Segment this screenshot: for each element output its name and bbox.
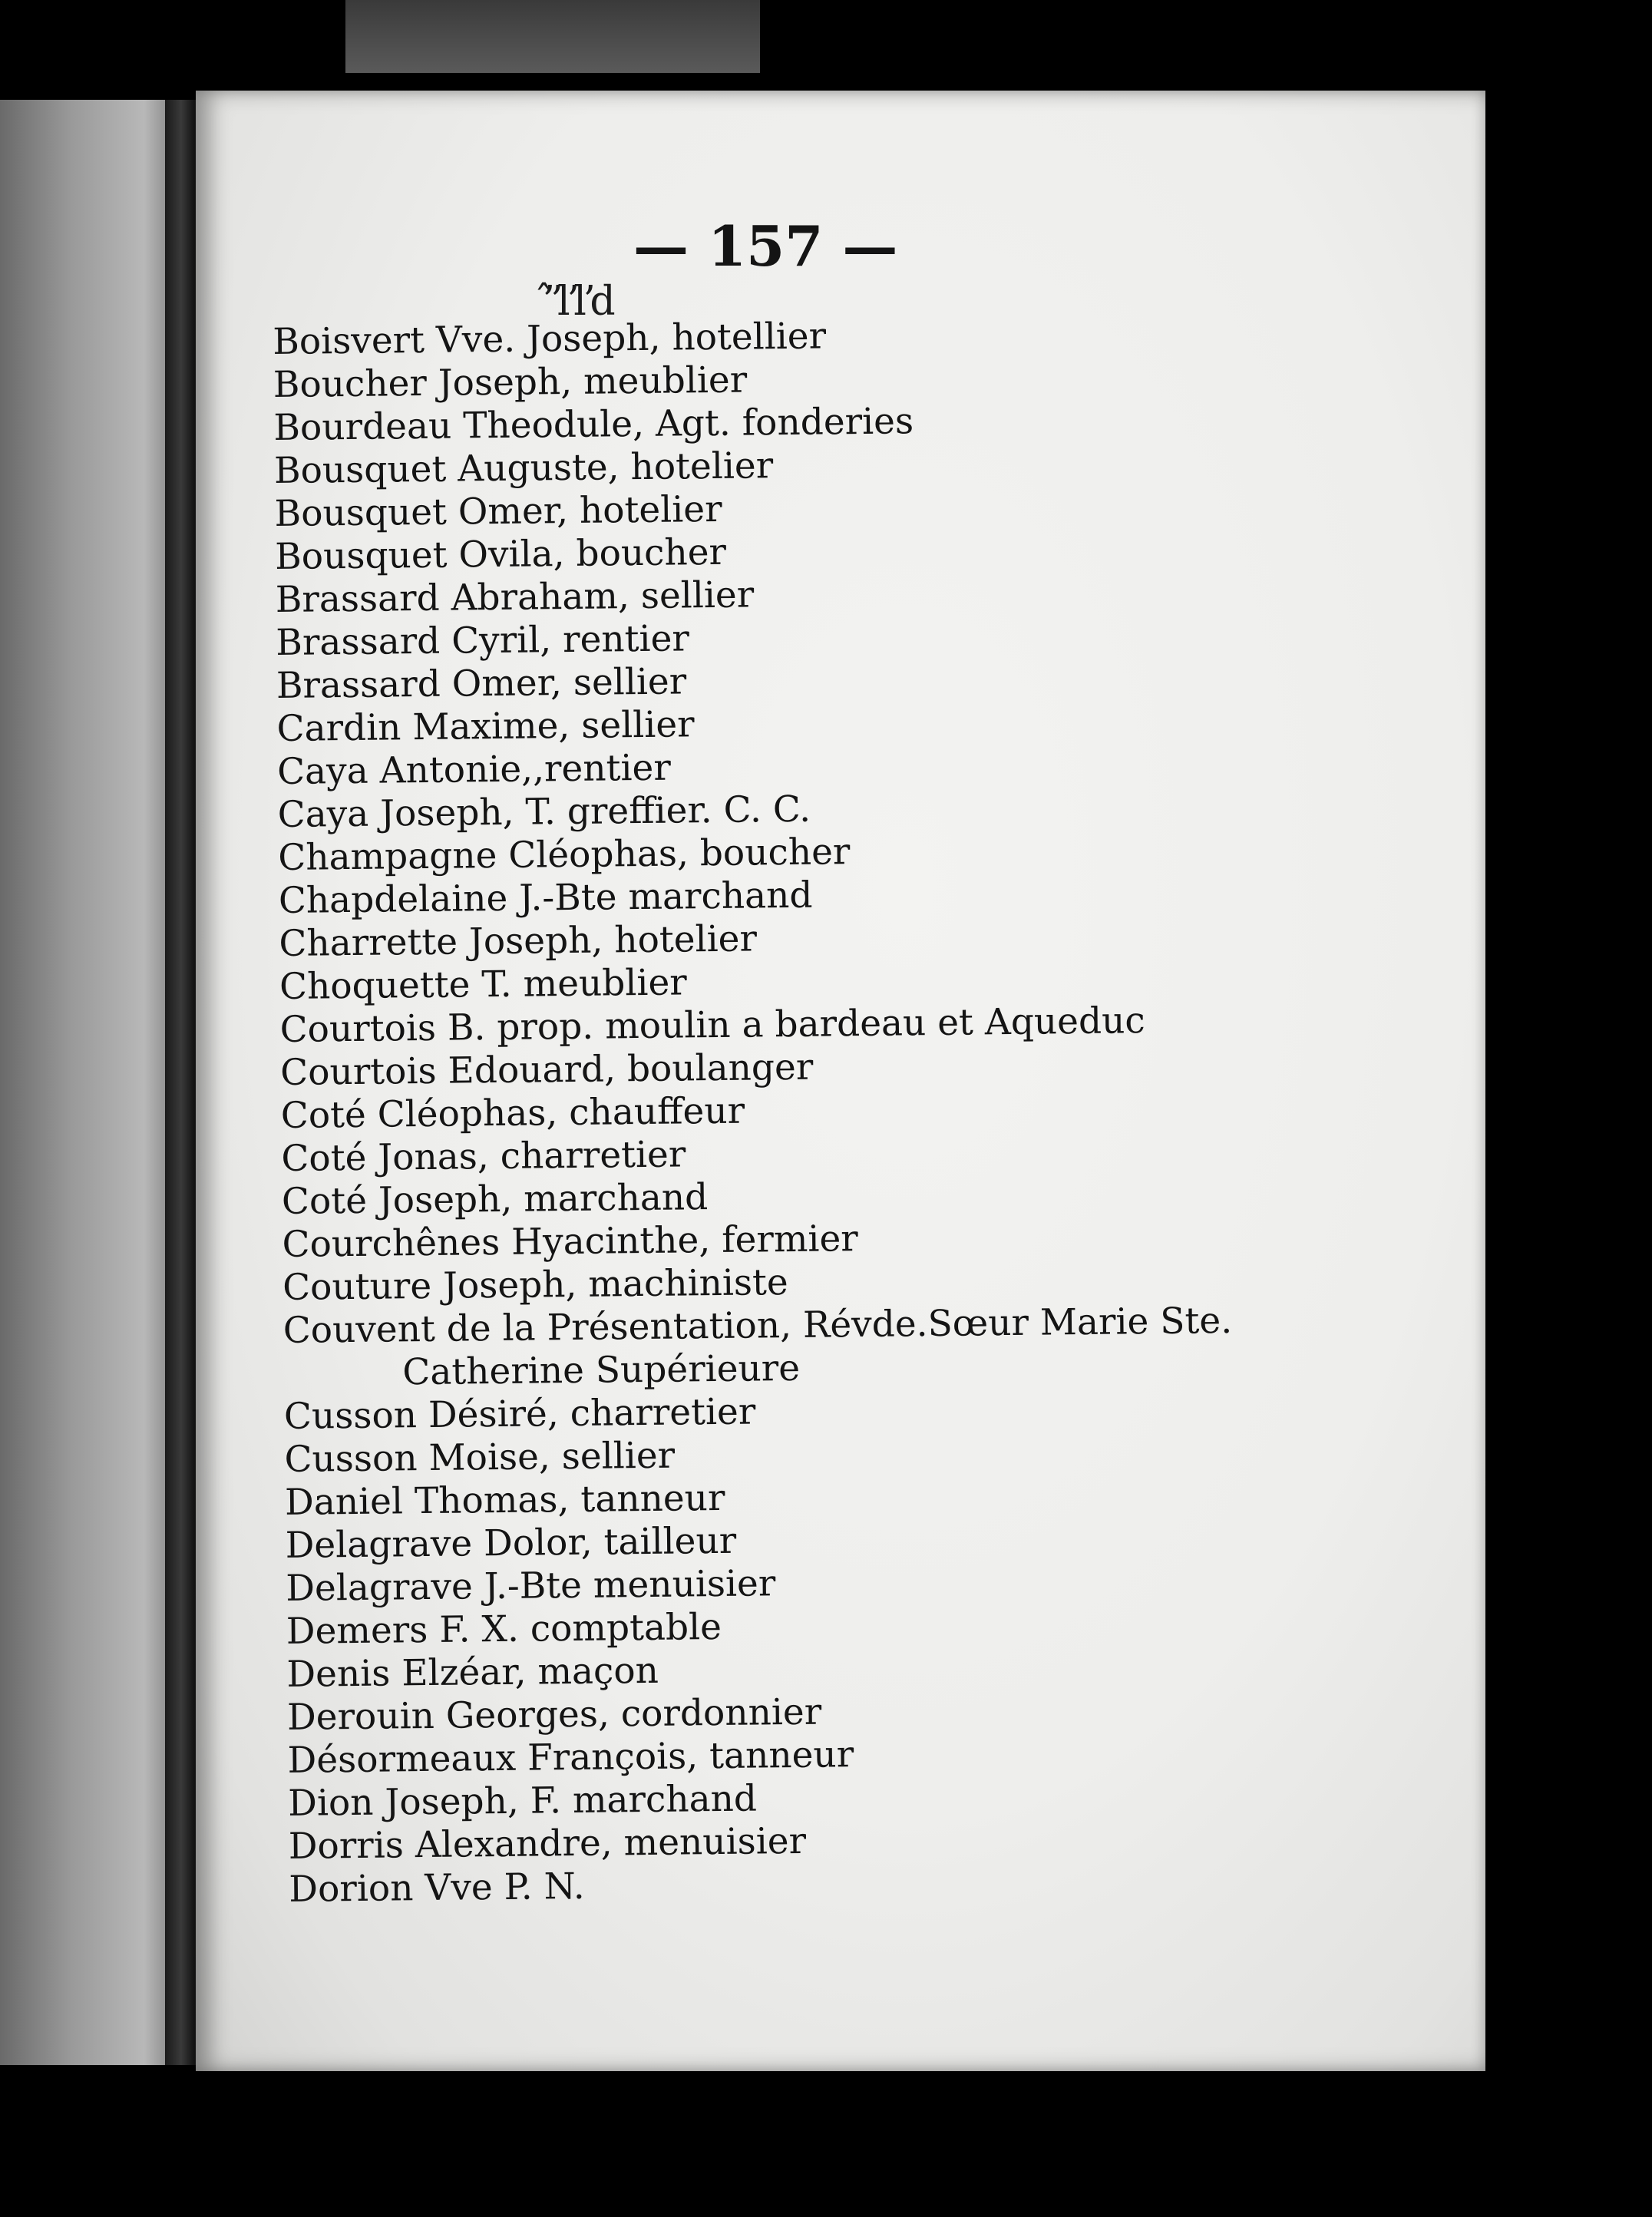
directory-entry: Delagrave Dolor, tailleur [285, 1519, 737, 1567]
directory-entry: Brassard Abraham, sellier [275, 573, 755, 621]
directory-entry: Cusson Moise, sellier [284, 1434, 676, 1481]
directory-entry: Charrette Joseph, hotelier [279, 917, 758, 965]
directory-entry: Coté Joseph, marchand [281, 1176, 709, 1223]
directory-entry: Dorris Alexandre, menuisier [288, 1819, 807, 1868]
directory-entry: Désormeaux François, tanneur [287, 1733, 854, 1782]
directory-entry: Bousquet Auguste, hotelier [273, 444, 774, 492]
directory-entry: Couvent de la Présentation, Révde.Sœur Marie Ste. [282, 1299, 1233, 1352]
directory-entry: Denis Elzéar, maçon [286, 1649, 659, 1696]
directory-entry: Brassard Cyril, rentier [276, 617, 690, 664]
directory-entry: Bousquet Omer, hotelier [274, 487, 722, 535]
directory-entry: Coté Jonas, charretier [281, 1133, 686, 1180]
directory-entry: Coté Cléophas, chauffeur [280, 1089, 745, 1137]
directory-entry: Bourdeau Theodule, Agt. fonderies [273, 400, 914, 449]
page-number: — 157 — [633, 213, 898, 279]
directory-entry: Derouin Georges, cordonnier [286, 1690, 822, 1739]
directory-entry: Caya Antonie,,rentier [276, 746, 672, 793]
binding-tab [345, 0, 760, 73]
stray-marks: ʼ̂ʼlʼlʼd [541, 279, 611, 325]
directory-entry: Cusson Désiré, charretier [283, 1390, 756, 1438]
directory-entry: Boucher Joseph, meublier [273, 358, 748, 406]
directory-entry: Champagne Cléophas, boucher [278, 831, 851, 879]
directory-entry: Courtois Edouard, boulanger [279, 1046, 814, 1094]
directory-page [196, 91, 1485, 2071]
directory-entry: Dion Joseph, F. marchand [287, 1777, 758, 1825]
directory-entry: Demers F. X. comptable [286, 1605, 722, 1653]
directory-entry: Choquette T. meublier [279, 961, 687, 1008]
directory-entries [273, 309, 1487, 1911]
directory-entry: Cardin Maxime, sellier [276, 703, 695, 750]
directory-entry: Boisvert Vve. Joseph, hotellier [273, 315, 827, 363]
directory-entry: Couture Joseph, machiniste [282, 1261, 789, 1309]
directory-entry: Dorion Vve P. N. [289, 1865, 585, 1911]
directory-entry: Bousquet Ovila, boucher [274, 530, 727, 578]
directory-entry: Daniel Thomas, tanneur [284, 1476, 725, 1524]
directory-entry: Chapdelaine J.-Bte marchand [278, 874, 813, 922]
directory-entry: Delagrave J.-Bte menuisier [286, 1562, 776, 1610]
directory-entry: Brassard Omer, sellier [276, 660, 687, 707]
directory-entry: Caya Joseph, T. greffier. C. C. [277, 788, 811, 836]
directory-entry-continuation: Catherine Supérieure [402, 1346, 801, 1394]
directory-entry: Courtois B. prop. moulin a bardeau et Aqueduc [279, 999, 1145, 1051]
directory-entry: Courchênes Hyacinthe, fermier [282, 1218, 859, 1266]
facing-page-edge [0, 100, 180, 2065]
